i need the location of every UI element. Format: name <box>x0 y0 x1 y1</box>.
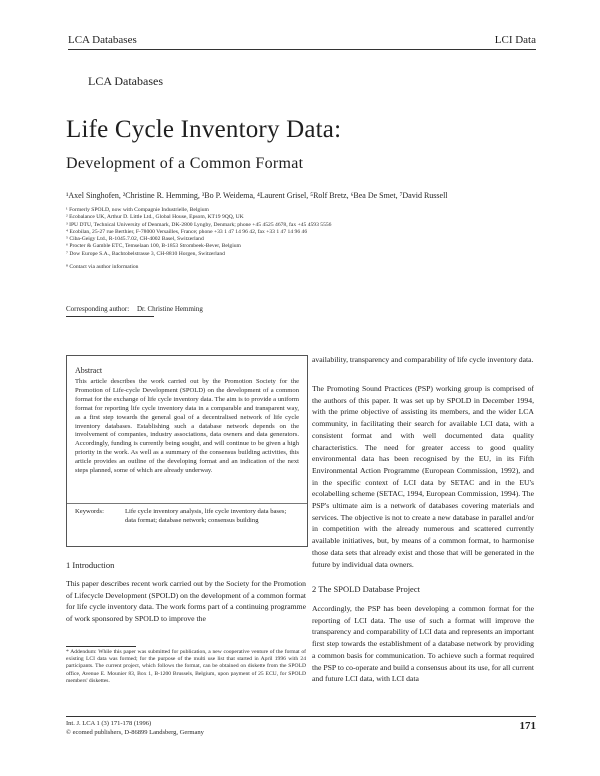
affiliation: ³ IPU DTU, Technical University of Denmark, DK-2800 Lyngby, Denmark; phone +45 4525 4678, fax +45 4593 5556 <box>66 221 332 228</box>
affiliation: ⁶ Procter & Gamble ETC, Temselaan 100, B-1853 Strombeek-Bever, Belgium <box>66 243 241 250</box>
running-header-left: LCA Databases <box>68 34 137 46</box>
author-list: ¹Axel Singhofen, ²Christine R. Hemming, ³Bo P. Weidema, ⁴Laurent Grisel, ⁵Rolf Bretz, ⁶Bea De Smet, ⁷David Russell <box>66 191 448 200</box>
corresponding-label: Corresponding author: <box>66 305 130 313</box>
affiliation: ⁴ Ecobilan, 25-27 rue Berthier, F-78000 Versailles, France; phone +33 1 47 14 96 42, fax +33 1 47 14 96 46 <box>66 228 308 235</box>
right-col-p3: Accordingly, the PSP has been developing a common format for the reporting of LCI data. The use of such a format will improve the transparency and comparability of LCI data and represents an important first step towards the establishment of a database network by providing a common basis for communication. To achieve such a format required the PSP to co-operate and build a consensus about its use, for all current and future LCI data, with LCI data <box>312 604 534 684</box>
running-header-right: LCI Data <box>494 34 536 46</box>
keywords-rule <box>67 503 307 504</box>
affiliation: ⁸ Contact via author information <box>66 264 139 271</box>
intro-heading: 1 Introduction <box>66 560 115 570</box>
paper-subtitle: Development of a Common Format <box>66 155 304 172</box>
affiliations <box>66 207 536 271</box>
corresponding-rule <box>66 316 154 317</box>
corresponding-name: Dr. Christine Hemming <box>136 305 203 313</box>
abstract-title: Abstract <box>75 366 103 375</box>
affiliation: ² Ecobalance UK, Arthur D. Little Ltd., Global House, Epsom, KT19 9QQ, UK <box>66 214 244 221</box>
footnote-rule <box>66 646 136 647</box>
affiliation: ¹ Formerly SPOLD, now with Compagnie Industrielle, Belgium <box>66 207 209 213</box>
footer-journal: Int. J. LCA 1 (3) 171-178 (1996) <box>66 720 152 727</box>
keywords-text: Life cycle inventory analysis, life cycle inventory data bases; data format; database network; consensus building <box>125 508 287 524</box>
header-rule <box>68 49 536 50</box>
page-number: 171 <box>519 720 536 732</box>
affiliation: ⁵ Ciba-Geigy Ltd., R-1045.7.02, CH-4002 Basel, Switzerland <box>66 236 204 243</box>
abstract-box <box>66 355 308 547</box>
section-2-heading: 2 The SPOLD Database Project <box>312 584 420 594</box>
right-col-p2: The Promoting Sound Practices (PSP) working group is comprised of the authors of this paper. It was set up by SPOLD in December 1994, with the prime objective of assisting its members, and the wider LCA community, in facilitating their search for available LCI data, with a consistent format and with well documented data quality characteristics. The need for greater access to good quality environmental data has been recognised by the EU, in its Fifth Environmental Action Programme (European Commission, 1992), and in the specific context of LCI data by SETAC and in the EU's ecolabelling scheme (SETAC, 1994, European Commission, 1994). The PSP's ultimate aim is a network of databases covering materials and services. The objective is not to create a new database in parallel and/or in competition with the already numerous and scattered currently available initiatives, but, by means of a common format, to harmonise those data sets that already exist and those that will be generated in the future by individual data owners. <box>312 384 534 569</box>
footer-publisher: © ecomed publishers, D-86899 Landsberg, Germany <box>66 729 204 736</box>
abstract-text: This article describes the work carried out by the Promotion Society for the Promotion of Life-cycle Development (SPOLD) on the development of a common format for the exchange of life cycle inventory data. The aim is to provide a uniform format for reporting life cycle inventory data in a comparable and transparent way, as a first step towards the general goal of a decentralised network of life cycle inventory databases. Establishing such a database network depends on the involvement of companies, industry associations, data owners and data generators. Accordingly, funding is currently being sought, and will continue to be given a high priority in the work. As well as a summary of the consensus building activities, this article provides an outline of the developing format and an indication of the next steps planned, some of which are already underway. <box>75 378 299 475</box>
intro-paragraph: This paper describes recent work carried out by the Society for the Promotion of Lifecycle Development (SPOLD) on the development of a common format for life cycle inventory data. The work forms part of a continuing programme of work sponsored by SPOLD to improve the <box>66 579 306 624</box>
keywords-label: Keywords: <box>75 508 104 515</box>
section-label: LCA Databases <box>88 74 163 88</box>
affiliation: ⁷ Dow Europe S.A., Bachtobelstrasse 3, CH-8810 Horgen, Switzerland <box>66 250 225 257</box>
paper-title: Life Cycle Inventory Data: <box>66 116 342 143</box>
footnote: * Addendum: While this paper was submitted for publication, a new cooperative venture of the format of existing LCI data was formed; for the purpose of the multi use list that started in April 1996 with 24 participants. The current project, which follows the format, can be obtained on diskette from the SPOLD office, Avenue E. Mounier 83, Box 1, B-1200 Brussels, Belgium, upon payment of 25 ECU, for SPOLD members' diskettes. <box>66 649 306 684</box>
right-col-p1: availability, transparency and comparability of life cycle inventory data. <box>312 355 534 364</box>
corresponding-author <box>66 305 203 313</box>
footer-rule <box>66 716 536 717</box>
